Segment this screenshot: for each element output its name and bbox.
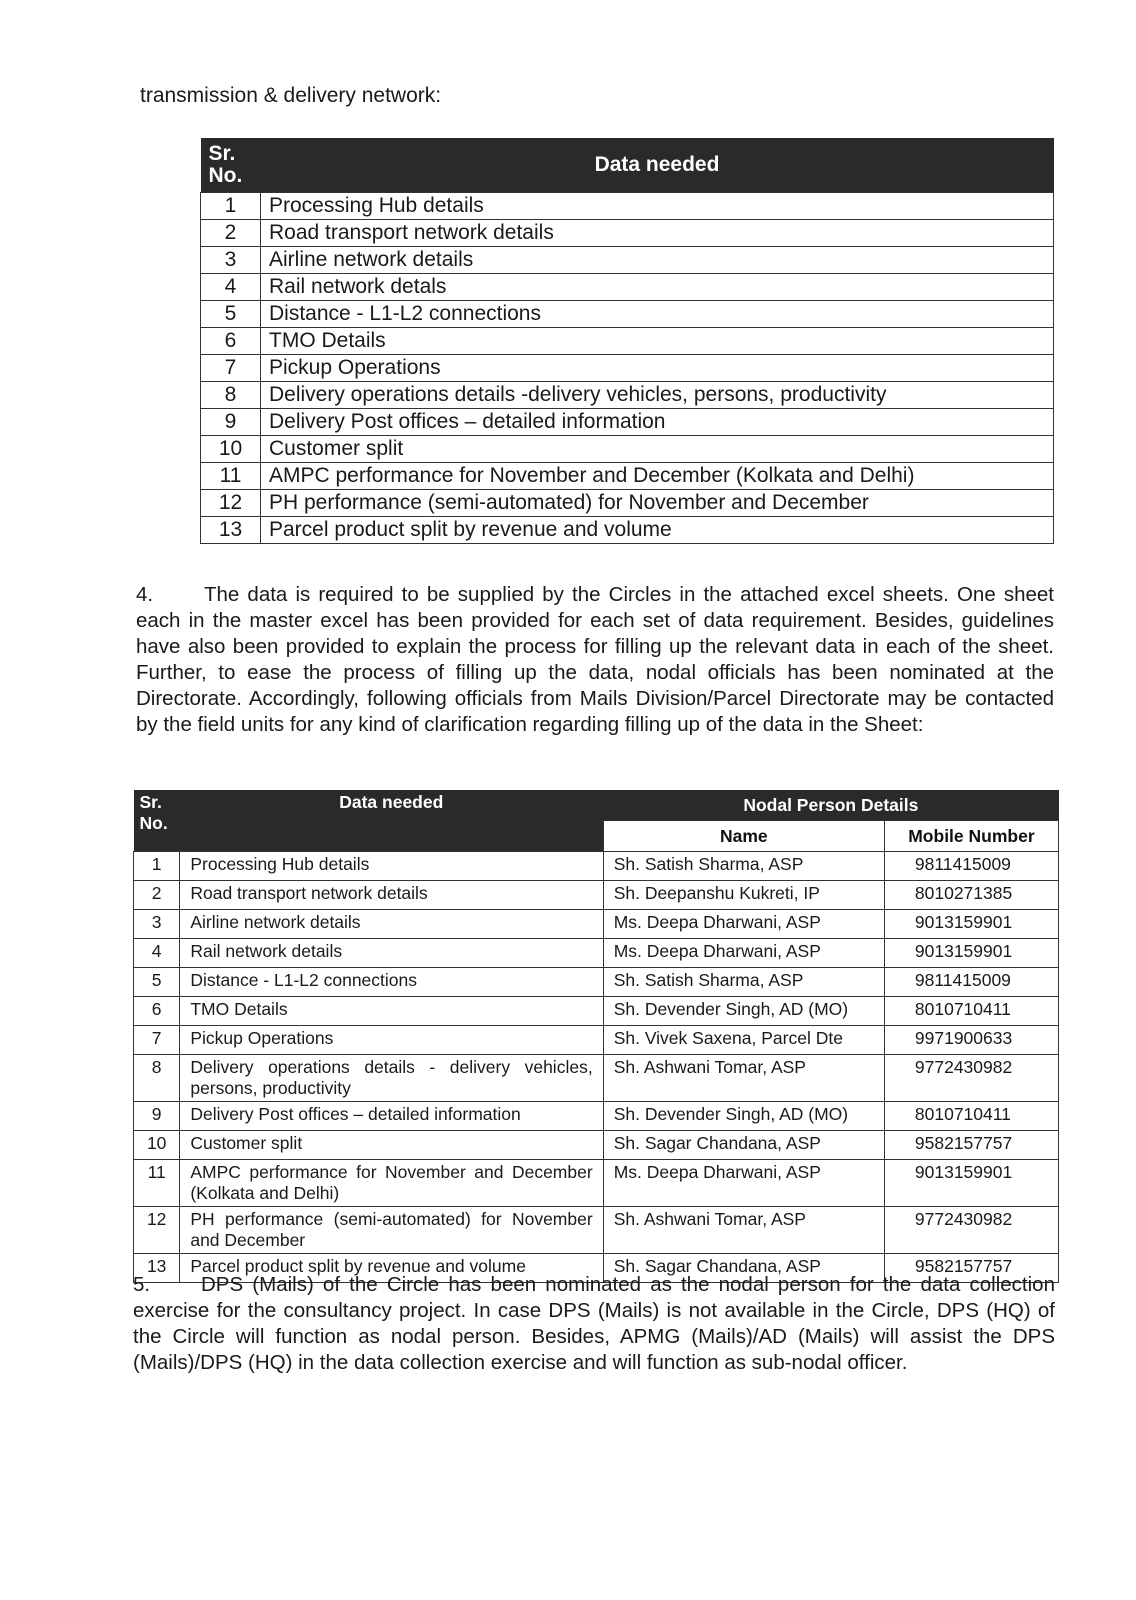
data-needed-cell: Road transport network details	[180, 881, 603, 910]
table-row	[134, 881, 1059, 910]
sr-no-cell: 12	[134, 1207, 180, 1254]
nodal-name-cell: Ms. Deepa Dharwani, ASP	[603, 939, 884, 968]
table-row	[201, 517, 1054, 544]
table-row	[201, 355, 1054, 382]
paragraph-5	[133, 1272, 1055, 1376]
table-row	[134, 997, 1059, 1026]
data-needed-cell: Processing Hub details	[261, 193, 1054, 220]
data-needed-cell: Distance - L1-L2 connections	[261, 301, 1054, 328]
mobile-number-cell: 8010710411	[884, 1102, 1058, 1131]
table-header-row	[134, 790, 1059, 821]
table-row	[134, 968, 1059, 997]
mobile-number-cell: 9013159901	[884, 939, 1058, 968]
data-needed-cell: Delivery operations details - delivery vehicles, persons, productivity	[180, 1055, 603, 1102]
data-needed-cell: Delivery operations details -delivery vehicles, persons, productivity	[261, 382, 1054, 409]
nodal-name-cell: Sh. Sagar Chandana, ASP	[603, 1254, 884, 1283]
data-needed-cell: AMPC performance for November and December (Kolkata and Delhi)	[261, 463, 1054, 490]
nodal-name-cell: Sh. Deepanshu Kukreti, IP	[603, 881, 884, 910]
mobile-number-cell: 8010710411	[884, 997, 1058, 1026]
data-needed-cell: Parcel product split by revenue and volume	[180, 1254, 603, 1283]
sr-no-cell: 13	[134, 1254, 180, 1283]
table-header-row	[201, 138, 1054, 193]
data-needed-cell: Delivery Post offices – detailed information	[261, 409, 1054, 436]
table-row	[134, 1055, 1059, 1102]
header-data-needed: Data needed	[261, 138, 1054, 193]
paragraph-text: DPS (Mails) of the Circle has been nominated as the nodal person for the data collection exercise for the consultancy project. In case DPS (Mails) is not available in the Circle, DPS (HQ) of the Circle will function as nodal person. Besides, APMG (Mails)/AD (Mails) will assist the DPS (Mails)/DPS (HQ) in the data collection exercise and will function as sub-nodal officer.	[133, 1273, 1055, 1374]
table-row	[201, 247, 1054, 274]
paragraph-text: The data is required to be supplied by the Circles in the attached excel sheets. One sheet each in the master excel has been provided for each set of data requirement. Besides, guidelines have also been provided to explain the process for filling up the relevant data in each of the sheet. Further, to ease the process of filling up the data, nodal officials has been nominated at the Directorate. Accordingly, following officials from Mails Division/Parcel Directorate may be contacted by the field units for any kind of clarification regarding filling up of the data in the Sheet:	[136, 583, 1054, 736]
mobile-number-cell: 9811415009	[884, 852, 1058, 881]
table-row	[201, 301, 1054, 328]
table-body	[134, 852, 1059, 1283]
nodal-name-cell: Sh. Satish Sharma, ASP	[603, 968, 884, 997]
sr-no-cell: 1	[201, 193, 261, 220]
data-needed-cell: Customer split	[180, 1131, 603, 1160]
table-body	[201, 193, 1054, 544]
sr-no-cell: 13	[201, 517, 261, 544]
sr-no-cell: 6	[201, 328, 261, 355]
table-row	[134, 852, 1059, 881]
sr-no-cell: 10	[134, 1131, 180, 1160]
data-needed-cell: Rail network detals	[261, 274, 1054, 301]
data-needed-cell: Pickup Operations	[261, 355, 1054, 382]
nodal-name-cell: Ms. Deepa Dharwani, ASP	[603, 1160, 884, 1207]
table-row	[134, 1102, 1059, 1131]
nodal-name-cell: Sh. Devender Singh, AD (MO)	[603, 997, 884, 1026]
sr-no-cell: 2	[201, 220, 261, 247]
header-name: Name	[603, 821, 884, 852]
table-row	[134, 1026, 1059, 1055]
paragraph-number: 4.	[136, 583, 154, 606]
header-mobile-number: Mobile Number	[884, 821, 1058, 852]
table-row	[201, 274, 1054, 301]
data-needed-cell: Customer split	[261, 436, 1054, 463]
table-row	[134, 939, 1059, 968]
sr-no-cell: 9	[201, 409, 261, 436]
data-needed-cell: Processing Hub details	[180, 852, 603, 881]
sr-no-cell: 10	[201, 436, 261, 463]
nodal-name-cell: Sh. Devender Singh, AD (MO)	[603, 1102, 884, 1131]
mobile-number-cell: 9811415009	[884, 968, 1058, 997]
data-needed-cell: Parcel product split by revenue and volume	[261, 517, 1054, 544]
nodal-name-cell: Sh. Sagar Chandana, ASP	[603, 1131, 884, 1160]
data-needed-cell: Rail network details	[180, 939, 603, 968]
sr-no-cell: 8	[201, 382, 261, 409]
data-needed-cell: Airline network details	[180, 910, 603, 939]
sr-no-cell: 7	[134, 1026, 180, 1055]
sr-no-cell: 5	[134, 968, 180, 997]
nodal-name-cell: Sh. Satish Sharma, ASP	[603, 852, 884, 881]
mobile-number-cell: 9582157757	[884, 1254, 1058, 1283]
nodal-name-cell: Sh. Vivek Saxena, Parcel Dte	[603, 1026, 884, 1055]
nodal-name-cell: Sh. Ashwani Tomar, ASP	[603, 1055, 884, 1102]
table-row	[134, 1160, 1059, 1207]
data-needed-cell: Pickup Operations	[180, 1026, 603, 1055]
data-needed-cell: Distance - L1-L2 connections	[180, 968, 603, 997]
mobile-number-cell: 9013159901	[884, 1160, 1058, 1207]
sr-no-cell: 4	[134, 939, 180, 968]
sr-no-cell: 11	[201, 463, 261, 490]
sr-no-cell: 2	[134, 881, 180, 910]
nodal-person-table	[133, 790, 1059, 1283]
header-data-needed: Data needed	[180, 790, 603, 852]
table-row	[134, 1131, 1059, 1160]
table-row	[201, 382, 1054, 409]
sr-no-cell: 4	[201, 274, 261, 301]
nodal-name-cell: Ms. Deepa Dharwani, ASP	[603, 910, 884, 939]
data-needed-cell: TMO Details	[261, 328, 1054, 355]
sr-no-cell: 1	[134, 852, 180, 881]
mobile-number-cell: 8010271385	[884, 881, 1058, 910]
mobile-number-cell: 9971900633	[884, 1026, 1058, 1055]
mobile-number-cell: 9582157757	[884, 1131, 1058, 1160]
table-row	[201, 490, 1054, 517]
table-row	[201, 463, 1054, 490]
table-row	[201, 436, 1054, 463]
mobile-number-cell: 9772430982	[884, 1207, 1058, 1254]
table-row	[201, 193, 1054, 220]
mobile-number-cell: 9772430982	[884, 1055, 1058, 1102]
sr-no-cell: 12	[201, 490, 261, 517]
data-needed-cell: PH performance (semi-automated) for November and December	[180, 1207, 603, 1254]
data-needed-cell: TMO Details	[180, 997, 603, 1026]
data-needed-cell: PH performance (semi-automated) for November and December	[261, 490, 1054, 517]
header-nodal-person-details: Nodal Person Details	[603, 790, 1058, 821]
data-needed-table	[200, 138, 1054, 544]
table-row	[201, 328, 1054, 355]
data-needed-cell: AMPC performance for November and December (Kolkata and Delhi)	[180, 1160, 603, 1207]
sr-no-cell: 9	[134, 1102, 180, 1131]
sr-no-cell: 7	[201, 355, 261, 382]
mobile-number-cell: 9013159901	[884, 910, 1058, 939]
intro-text: transmission & delivery network:	[140, 84, 442, 107]
paragraph-4	[136, 582, 1054, 738]
sr-no-cell: 3	[201, 247, 261, 274]
paragraph-number: 5.	[133, 1273, 151, 1296]
sr-no-cell: 6	[134, 997, 180, 1026]
table-row	[134, 910, 1059, 939]
sr-no-cell: 5	[201, 301, 261, 328]
sr-no-cell: 8	[134, 1055, 180, 1102]
table-row	[201, 409, 1054, 436]
sr-no-cell: 3	[134, 910, 180, 939]
table-row	[201, 220, 1054, 247]
header-sr-no: Sr. No.	[201, 138, 261, 193]
sr-no-cell: 11	[134, 1160, 180, 1207]
data-needed-cell: Delivery Post offices – detailed information	[180, 1102, 603, 1131]
table-row	[134, 1207, 1059, 1254]
nodal-name-cell: Sh. Ashwani Tomar, ASP	[603, 1207, 884, 1254]
data-needed-cell: Airline network details	[261, 247, 1054, 274]
header-sr-no: Sr. No.	[134, 790, 180, 852]
data-needed-cell: Road transport network details	[261, 220, 1054, 247]
